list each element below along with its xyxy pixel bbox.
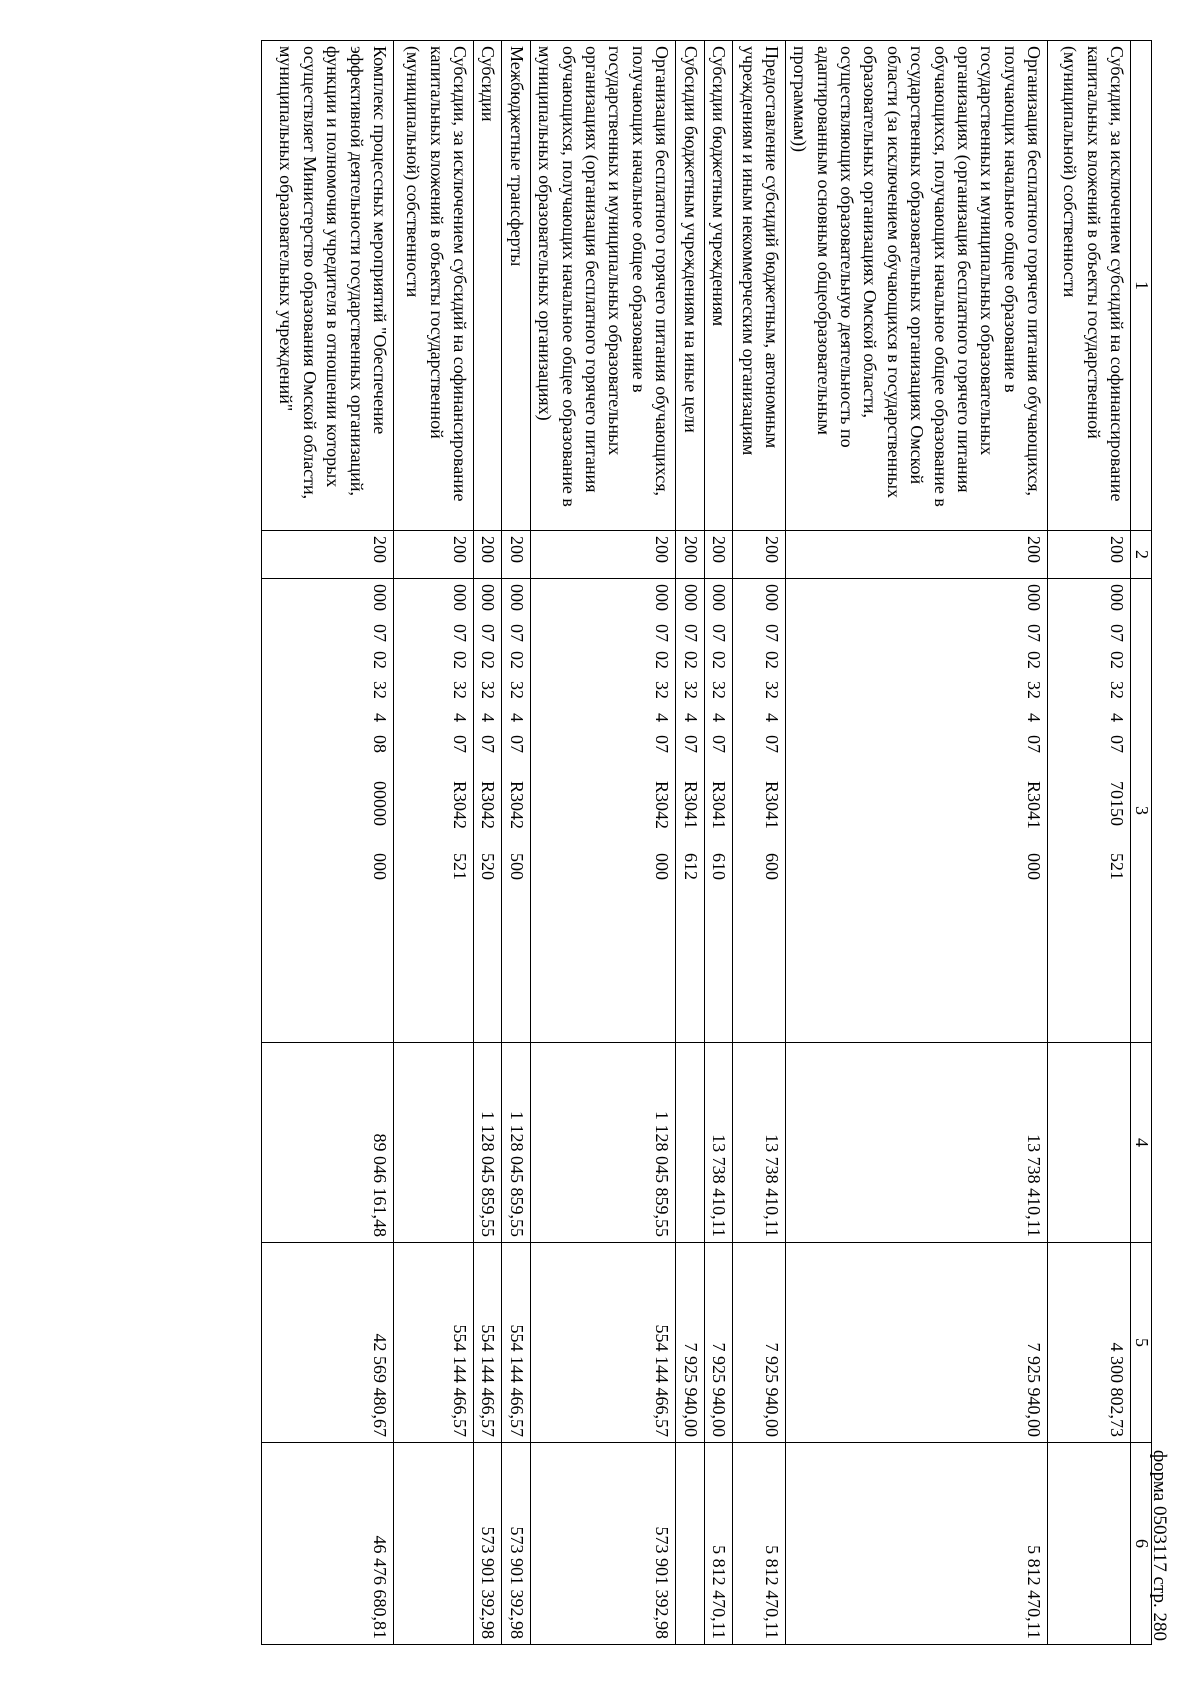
row-amount-c6: 5 812 470,11 [732,1443,785,1645]
code-segment: R3042 [478,781,499,830]
code-segment: 000 [1107,584,1128,611]
table-row [732,41,785,1645]
code-segment: 000 [652,584,673,611]
row-amount-c4: 13 738 410,11 [785,1043,1047,1243]
code-segment: 500 [506,853,527,880]
code-segment: 610 [708,853,729,880]
code-segment: 000 [1024,584,1045,611]
code-segment: 02 [1024,651,1045,669]
row-budget-classification-code [1048,579,1131,1043]
row-line-code: 200 [785,531,1047,579]
budget-execution-table [261,40,1152,1645]
code-segment: 000 [370,853,390,880]
row-amount-c6: 573 901 392,98 [502,1443,530,1645]
code-segment: 07 [450,624,470,642]
row-budget-classification-code [530,579,675,1043]
row-line-code: 200 [394,531,474,579]
row-amount-c6 [1048,1443,1131,1645]
row-amount-c5: 4 300 802,73 [1048,1243,1131,1443]
form-page-label: форма 0503117 стр. 280 [1149,1449,1170,1641]
code-segment: 000 [761,584,782,611]
code-segment: 000 [652,853,673,880]
code-segment: 07 [1107,735,1128,753]
row-amount-c5: 42 569 480,67 [262,1243,394,1443]
code-segment: 521 [1107,853,1128,880]
code-segment: R3041 [1024,781,1045,830]
code-segment: 32 [1107,681,1128,699]
row-indicator-name: Организация бесплатного горячего питания обучающихся, получающих начальное общее образование в государственных и муниципальных образовательных организациях (организация бесплатного горячего питания обучающихся, получающих начальное общее образование в государственных образовательных организациях Омской области (за исключением обучающихся в государственных образовательных организациях Омской области, осуществляющих образовательную деятельность по адаптированным основным общеобразовательным программам)) [785,41,1047,531]
code-segment: 70150 [1107,781,1128,826]
code-segment: 07 [1107,624,1128,642]
code-segment: 4 [478,713,499,722]
row-budget-classification-code [704,579,732,1043]
code-segment: 000 [450,584,470,611]
code-segment: 000 [1024,853,1045,880]
code-segment: 4 [450,713,470,722]
code-segment: 521 [450,853,470,880]
code-segment: 4 [1107,713,1128,722]
code-segment: 000 [680,584,701,611]
row-amount-c6 [394,1443,474,1645]
row-budget-classification-code [502,579,530,1043]
table-row [1048,41,1131,1645]
row-amount-c4 [1048,1043,1131,1243]
code-segment: 4 [761,713,782,722]
table-row [262,41,394,1645]
row-amount-c6: 5 812 470,11 [785,1443,1047,1645]
code-segment: 07 [506,735,527,753]
code-segment: 07 [680,735,701,753]
code-segment: 00000 [370,781,390,826]
code-segment: 32 [450,681,470,699]
row-amount-c5: 7 925 940,00 [785,1243,1047,1443]
row-line-code: 200 [732,531,785,579]
row-budget-classification-code [732,579,785,1043]
code-segment: 08 [370,735,390,753]
table-row [704,41,732,1645]
code-segment: 07 [761,735,782,753]
table-row [502,41,530,1645]
code-segment: 32 [1024,681,1045,699]
row-budget-classification-code [676,579,704,1043]
row-budget-classification-code [394,579,474,1043]
table-row [474,41,502,1645]
row-amount-c4: 1 128 045 859,55 [474,1043,502,1243]
code-segment: R3042 [506,781,527,830]
code-segment: 000 [506,584,527,611]
table-row [394,41,474,1645]
code-segment: 07 [506,624,527,642]
code-segment: 32 [370,681,390,699]
code-segment: 32 [680,681,701,699]
code-segment: 02 [1107,651,1128,669]
code-segment: 02 [652,651,673,669]
code-segment: 07 [761,624,782,642]
row-budget-classification-code [474,579,502,1043]
code-segment: 02 [708,651,729,669]
code-segment: 4 [1024,713,1045,722]
row-line-code: 200 [262,531,394,579]
row-amount-c4: 13 738 410,11 [704,1043,732,1243]
code-segment: 02 [761,651,782,669]
code-segment: 4 [652,713,673,722]
code-segment: 32 [652,681,673,699]
row-line-code: 200 [704,531,732,579]
code-segment: 02 [370,651,390,669]
code-segment: 612 [680,853,701,880]
code-segment: 32 [478,681,499,699]
row-indicator-name: Комплекс процессных мероприятий "Обеспечение эффективной деятельности государственных организаций, функции и полномочия учредителя в отношении которых осуществляет Министерство образования Омской области, муниципальных образовательных учреждений" [262,41,394,531]
code-segment: 07 [478,735,499,753]
row-amount-c5: 554 144 466,57 [502,1243,530,1443]
row-amount-c5: 554 144 466,57 [474,1243,502,1443]
row-amount-c4 [394,1043,474,1243]
code-segment: R3041 [761,781,782,830]
row-indicator-name: Субсидии, за исключением субсидий на софинансирование капитальных вложений в объекты государственной (муниципальной) собственности [394,41,474,531]
row-amount-c6: 573 901 392,98 [474,1443,502,1645]
row-amount-c6: 5 812 470,11 [704,1443,732,1645]
row-amount-c4: 1 128 045 859,55 [530,1043,675,1243]
row-indicator-name: Субсидии [474,41,502,531]
table-row [785,41,1047,1645]
row-indicator-name: Субсидии бюджетным учреждениям [704,41,732,531]
row-indicator-name: Организация бесплатного горячего питания обучающихся, получающих начальное общее образование в государственных и муниципальных образовательных организациях (организация бесплатного горячего питания обучающихся, получающих начальное общее образование в муниципальных образовательных организациях) [530,41,675,531]
row-budget-classification-code [785,579,1047,1043]
code-segment: 02 [506,651,527,669]
row-amount-c5: 7 925 940,00 [732,1243,785,1443]
row-line-code: 200 [676,531,704,579]
code-segment: 07 [1024,624,1045,642]
code-segment: 07 [680,624,701,642]
row-indicator-name: Предоставление субсидий бюджетным, автономным учреждениям и иным некоммерческим организациям [732,41,785,531]
code-segment: 02 [680,651,701,669]
row-amount-c4: 13 738 410,11 [732,1043,785,1243]
code-segment: R3042 [450,781,470,830]
row-amount-c4: 89 046 161,48 [262,1043,394,1243]
code-segment: 02 [450,651,470,669]
column-header-1: 1 [1131,41,1152,531]
row-amount-c6: 573 901 392,98 [530,1443,675,1645]
code-segment: 4 [708,713,729,722]
code-segment: 07 [652,735,673,753]
row-amount-c6 [676,1443,704,1645]
row-indicator-name: Межбюджетные трансферты [502,41,530,531]
row-amount-c4 [676,1043,704,1243]
code-segment: R3041 [708,781,729,830]
row-line-code: 200 [502,531,530,579]
code-segment: 32 [761,681,782,699]
code-segment: 07 [1024,735,1045,753]
code-segment: 4 [370,713,390,722]
code-segment: 000 [478,584,499,611]
column-number-header-row [1131,41,1152,1645]
row-indicator-name: Субсидии бюджетным учреждениям на иные цели [676,41,704,531]
row-line-code: 200 [1048,531,1131,579]
row-line-code: 200 [474,531,502,579]
row-budget-classification-code [262,579,394,1043]
column-header-2: 2 [1131,531,1152,579]
code-segment: 000 [370,584,390,611]
code-segment: 000 [708,584,729,611]
row-amount-c6: 46 476 680,81 [262,1443,394,1645]
column-header-4: 4 [1131,1043,1152,1243]
code-segment: 07 [370,624,390,642]
code-segment: 600 [761,853,782,880]
row-amount-c5: 7 925 940,00 [676,1243,704,1443]
table-row [530,41,675,1645]
code-segment: 07 [450,735,470,753]
column-header-5: 5 [1131,1243,1152,1443]
code-segment: 32 [708,681,729,699]
code-segment: 4 [680,713,701,722]
code-segment: 07 [708,624,729,642]
table-row [676,41,704,1645]
code-segment: R3042 [652,781,673,830]
column-header-3: 3 [1131,579,1152,1043]
code-segment: R3041 [680,781,701,830]
row-indicator-name: Субсидии, за исключением субсидий на софинансирование капитальных вложений в объекты государственной (муниципальной) собственности [1048,41,1131,531]
row-amount-c5: 554 144 466,57 [394,1243,474,1443]
row-amount-c5: 554 144 466,57 [530,1243,675,1443]
row-amount-c4: 1 128 045 859,55 [502,1043,530,1243]
code-segment: 32 [506,681,527,699]
code-segment: 4 [506,713,527,722]
code-segment: 520 [478,853,499,880]
code-segment: 07 [652,624,673,642]
column-header-6: 6 [1131,1443,1152,1645]
row-line-code: 200 [530,531,675,579]
row-amount-c5: 7 925 940,00 [704,1243,732,1443]
code-segment: 07 [478,624,499,642]
code-segment: 02 [478,651,499,669]
code-segment: 07 [708,735,729,753]
